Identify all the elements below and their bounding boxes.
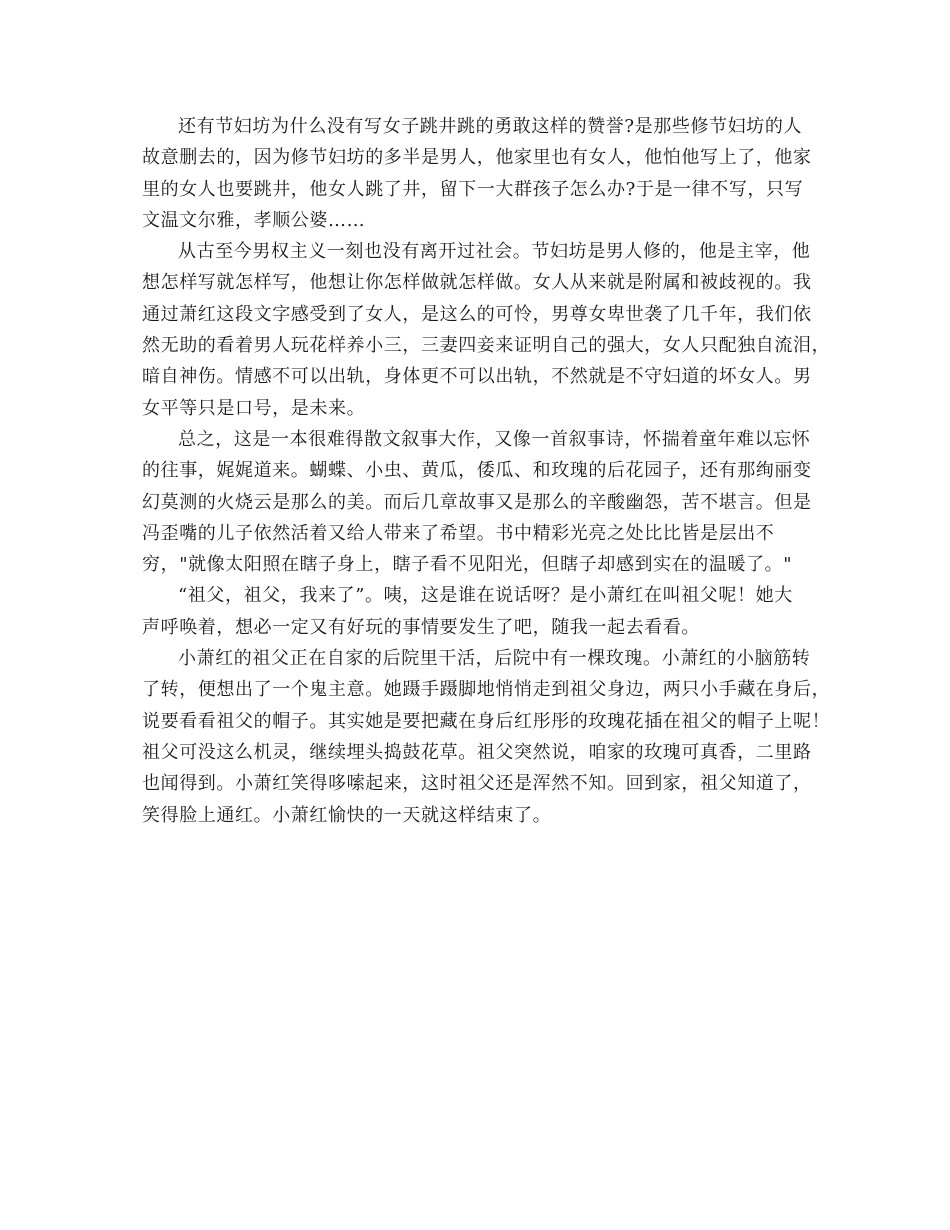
text-line: 了转，便想出了一个鬼主意。她蹑手蹑脚地悄悄走到祖父身边，两只小手藏在身后， [142, 679, 831, 701]
paragraph-1 [142, 111, 822, 236]
text-line: 里的女人也要跳井，他女人跳了井，留下一大群孩子怎么办?于是一律不写，只写 [142, 178, 804, 200]
text-line: 然无助的看着男人玩花样养小三，三妻四妾来证明自己的强大，女人只配独自流泪， [142, 335, 831, 357]
document-body [142, 111, 831, 831]
text-line: 祖父可没这么机灵，继续埋头捣鼓花草。祖父突然说，咱家的玫瑰可真香，二里路 [142, 741, 812, 763]
text-line: 从古至今男权主义一刻也没有离开过社会。节妇坊是男人修的，他是主宰，他 [178, 241, 811, 263]
text-line: 通过萧红这段文字感受到了女人，是这么的可怜，男尊女卑世袭了几千年，我们依 [142, 303, 812, 325]
text-line: 总之，这是一本很难得散文叙事大作，又像一首叙事诗，怀揣着童年难以忘怀 [178, 428, 811, 450]
text-line: 故意删去的，因为修节妇坊的多半是男人，他家里也有女人，他怕他写上了，他家 [142, 147, 812, 169]
text-line: 笑得脸上通红。小萧红愉快的一天就这样结束了。 [142, 804, 552, 826]
text-line: 穷，"就像太阳照在瞎子身上，瞎子看不见阳光，但瞎子却感到实在的温暖了。" [142, 554, 793, 576]
text-line: 的往事，娓娓道来。蝴蝶、小虫、黄瓜，倭瓜、和玫瑰的后花园子，还有那绚丽变 [142, 460, 812, 482]
text-line: 小萧红的祖父正在自家的后院里干活，后院中有一棵玫瑰。小萧红的小脑筋转 [178, 648, 811, 670]
text-line: 也闻得到。小萧红笑得哆嗦起来，这时祖父还是浑然不知。回到家，祖父知道了， [142, 773, 812, 795]
text-line: 文温文尔雅，孝顺公婆…… [142, 209, 366, 231]
text-line: 女平等只是口号，是未来。 [142, 397, 366, 419]
paragraph-5 [142, 643, 831, 831]
text-line: 幻莫测的火烧云是那么的美。而后几章故事又是那么的辛酸幽怨，苦不堪言。但是 [142, 491, 812, 513]
text-line: 还有节妇坊为什么没有写女子跳井跳的勇敢这样的赞誉?是那些修节妇坊的人 [178, 116, 803, 137]
text-line: “祖父，祖父，我来了”。咦，这是谁在说话呀？是小萧红在叫祖父呢！她大 [178, 585, 793, 607]
paragraph-4 [142, 580, 822, 643]
paragraph-2 [142, 236, 831, 424]
text-line: 冯歪嘴的儿子依然活着又给人带来了希望。书中精彩光亮之处比比皆是层出不 [142, 522, 775, 544]
paragraph-3 [142, 424, 822, 580]
text-line: 想怎样写就怎样写，他想让你怎样做就怎样做。女人从来就是附属和被歧视的。我 [142, 272, 812, 294]
text-line: 声呼唤着，想必一定又有好玩的事情要发生了吧，随我一起去看看。 [142, 616, 700, 638]
text-line: 说要看看祖父的帽子。其实她是要把藏在身后红彤彤的玫瑰花插在祖父的帽子上呢！ [142, 710, 831, 732]
text-line: 暗自神伤。情感不可以出轨，身体更不可以出轨，不然就是不守妇道的坏女人。男 [142, 366, 812, 388]
